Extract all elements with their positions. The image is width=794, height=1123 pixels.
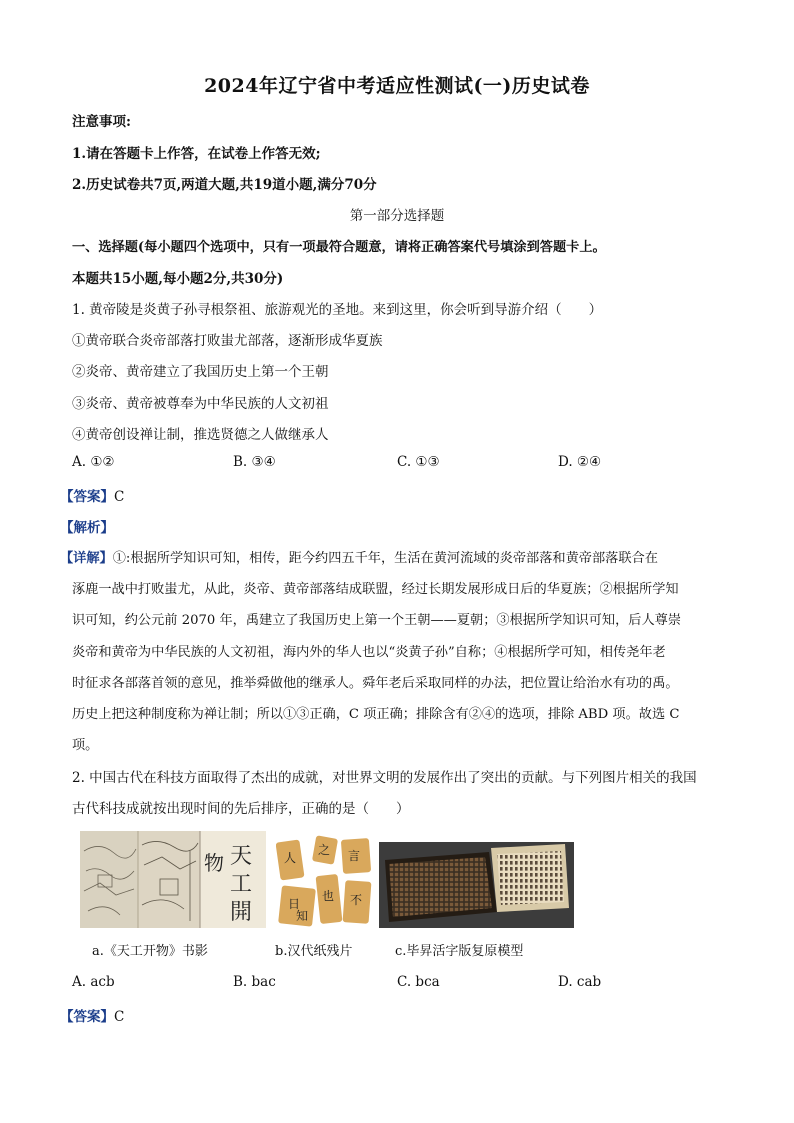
q2-option-d: D. cab [558,974,602,990]
answer-value: C [114,489,125,505]
notice-item-2: 2.历史试卷共7页,两道大题,共19道小题,满分70分 [72,177,377,193]
q1-item-1: ①黄帝联合炎帝部落打败蚩尤部落，逐渐形成华夏族 [72,333,383,349]
q1-option-b: B. ③④ [233,454,276,470]
q2-stem-line-2: 古代科技成就按出现时间的先后排序，正确的是（ ） [72,801,410,817]
q2-answer [60,1005,124,1025]
q1-stem: 1. 黄帝陵是炎黄子孙寻根祭祖、旅游观光的圣地。来到这里，你会听到导游介绍（ ） [72,302,603,318]
paper-char-3: 言 [348,849,361,863]
paper-char-2: 之 [318,843,331,857]
q1-option-a: A. ①② [72,454,115,470]
part-heading: 第一部分选择题 [349,208,445,224]
paper-char-6: 不 [350,893,363,907]
answer-tag: 【答案】 [60,489,114,505]
q1-analysis [60,516,114,536]
notice-heading: 注意事项: [72,114,131,130]
q1-item-3: ③炎帝、黄帝被尊奉为中华民族的人文初祖 [72,396,329,412]
answer-value: C [114,1009,125,1025]
paper-char-1: 人 [284,851,297,865]
q2-option-b: B. bac [233,974,276,990]
q1-detail-line-3: 识可知，约公元前 2070 年，禹建立了我国历史上第一个王朝——夏朝；③根据所学知识可知，后人尊崇 [72,613,682,628]
book-title-char-4: 物 [204,851,224,875]
q1-item-2: ②炎帝、黄帝建立了我国历史上第一个王朝 [72,364,329,380]
detail-text: ①:根据所学知识可知，相传，距今约四五千年，生活在黄河流域的炎帝部落和黄帝部落联合在 [112,551,658,566]
section-heading-line2: 本题共15小题,每小题2分,共30分) [72,271,284,287]
section-heading-line1: 一、选择题(每小题四个选项中，只有一项最符合题意，请将正确答案代号填涂到答题卡上。 [72,240,606,255]
q2-stem-line-1: 2. 中国古代在科技方面取得了杰出的成就，对世界文明的发展作出了突出的贡献。与下列图片相关的我国 [72,770,697,786]
detail-tag: 【详解】 [60,551,113,566]
paper-char-5: 也 [322,889,335,903]
caption-a: a.《天工开物》书影 [92,944,208,959]
answer-tag: 【答案】 [60,1009,114,1025]
movable-type-board-icon [379,842,574,928]
q1-detail-line-4: 炎帝和黄帝为中华民族的人文初祖，海内外的华人也以“炎黄子孙”自称；④根据所学可知，相传尧年老 [72,645,666,660]
q2-option-a: A. acb [72,974,115,990]
book-title-char-1: 天 [230,844,253,869]
q1-option-d: D. ②④ [558,454,602,470]
book-title-char-3: 開 [230,900,253,925]
book-title-char-2: 工 [230,872,253,897]
q1-item-4: ④黄帝创设禅让制，推选贤德之人做继承人 [72,427,329,443]
image-tiangong-kaiwu [80,831,266,928]
image-movable-type [379,842,574,928]
paper-char-7: 知 [296,909,309,923]
q1-detail-line-6: 历史上把这种制度称为禅让制；所以①③正确，C 项正确；排除含有②④的选项，排除 ABD 项。故选 C [72,707,680,722]
caption-b: b.汉代纸残片 [275,944,353,959]
analysis-tag: 【解析】 [60,520,114,536]
q2-option-c: C. bca [397,974,440,990]
q1-answer [60,485,124,505]
q1-detail-line-7: 项。 [72,738,99,753]
paper-char-4: 日 [288,897,301,911]
image-han-paper [276,835,374,928]
exam-title: 2024年辽宁省中考适应性测试(一)历史试卷 [204,75,590,97]
caption-c: c.毕昇活字版复原模型 [395,944,524,959]
q1-detail-line-1 [60,547,658,566]
q1-detail-line-2: 涿鹿一战中打败蚩尤，从此，炎帝、黄帝部落结成联盟，经过长期发展形成日后的华夏族；②根据所学知 [72,582,679,597]
q1-option-c: C. ①③ [397,454,440,470]
q1-detail-line-5: 时征求各部落首领的意见，推举舜做他的继承人。舜年老后采取同样的办法，把位置让给治水有功的禹。 [72,676,679,691]
notice-item-1: 1.请在答题卡上作答，在试卷上作答无效; [72,146,321,162]
